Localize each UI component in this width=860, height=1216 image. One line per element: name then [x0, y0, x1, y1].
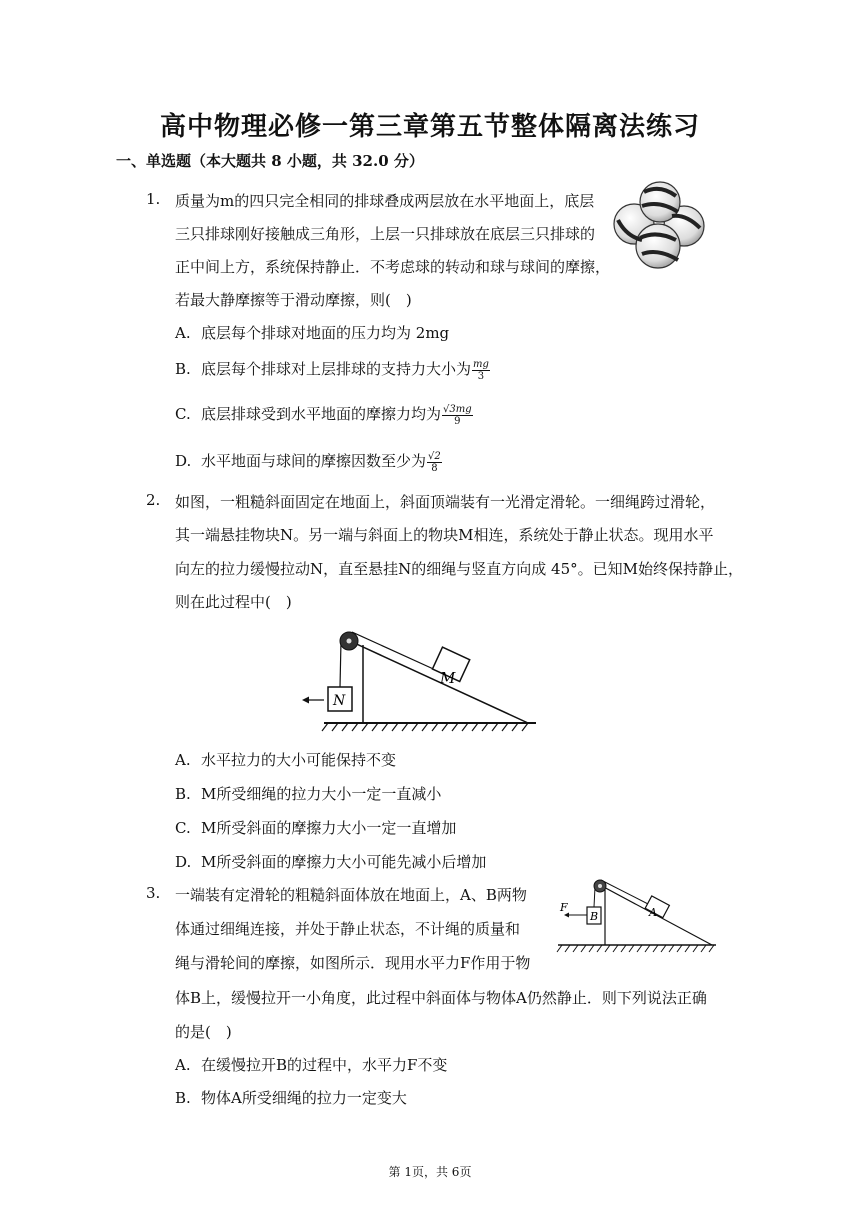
q1-option-a-letter: A.	[175, 324, 191, 342]
q1-option-b-denominator: 3	[477, 370, 485, 382]
volleyball-stack-image	[612, 180, 708, 272]
page-footer: 第 1页，共 6页	[388, 1165, 472, 1179]
q1-option-c-fraction	[442, 404, 473, 427]
q3-option-b-letter: B.	[175, 1089, 191, 1107]
q1-option-c-numerator: √3mg	[443, 403, 472, 415]
q2-line-4: 则在此过程中( )	[175, 593, 292, 611]
q3-figure-label-b: B	[590, 910, 599, 923]
q3-line-5: 的是( )	[175, 1023, 232, 1041]
q3-option-a[interactable]	[175, 1054, 447, 1075]
q2-option-a-text: 水平拉力的大小可能保持不变	[201, 751, 397, 769]
q1-option-d-text: 水平地面与球间的摩擦因数至少为	[201, 452, 427, 470]
q1-line-3: 正中间上方，系统保持静止．不考虑球的转动和球与球间的摩擦，	[175, 258, 611, 276]
q2-line-3: 向左的拉力缓慢拉动N，直至悬挂N的细绳与竖直方向成 45°。已知M始终保持静止，	[175, 560, 743, 578]
q2-option-a-letter: A.	[175, 751, 191, 769]
q1-option-d-denominator: 8	[431, 462, 438, 474]
q2-option-b-letter: B.	[175, 785, 191, 803]
q1-option-c-letter: C.	[175, 405, 191, 423]
q1-option-c-denominator: 9	[454, 415, 461, 427]
q3-line-1: 一端装有定滑轮的粗糙斜面体放在地面上，A、B两物	[175, 886, 527, 904]
q1-option-c[interactable]	[175, 403, 473, 427]
page-title: 高中物理必修一第三章第五节整体隔离法练习	[159, 112, 700, 142]
q2-option-b-text: M所受细绳的拉力大小一定一直减小	[201, 785, 442, 803]
q1-option-b-letter: B.	[175, 360, 191, 378]
q1-option-d-fraction	[427, 451, 442, 474]
q2-option-d-letter: D.	[175, 853, 192, 871]
q3-line-3: 绳与滑轮间的摩擦，如图所示．现用水平力F作用于物	[175, 954, 531, 972]
q1-option-b-numerator: mg	[473, 358, 489, 370]
q1-line-1: 质量为m的四只完全相同的排球叠成两层放在水平地面上，底层	[175, 192, 595, 210]
q1-line-4: 若最大静摩擦等于滑动摩擦，则( )	[175, 291, 412, 309]
q1-option-d-letter: D.	[175, 452, 192, 470]
q1-option-d-numerator: √2	[428, 450, 441, 462]
q2-option-c-letter: C.	[175, 819, 191, 837]
q1-option-a[interactable]	[175, 322, 449, 343]
q3-option-a-letter: A.	[175, 1056, 191, 1074]
q1-option-a-text: 底层每个排球对地面的压力均为 2mg	[201, 324, 450, 342]
q2-figure-label-m: M	[440, 669, 456, 687]
q1-option-b-text: 底层每个排球对上层排球的支持力大小为	[201, 360, 472, 378]
q3-line-2: 体通过细绳连接，并处于静止状态，不计绳的质量和	[175, 920, 521, 938]
q3-option-b-text: 物体A所受细绳的拉力一定变大	[201, 1089, 407, 1107]
q1-option-c-text: 底层排球受到水平地面的摩擦力均为	[201, 405, 442, 423]
q2-option-b[interactable]	[175, 783, 441, 804]
q2-option-d-text: M所受斜面的摩擦力大小可能先减小后增加	[201, 853, 487, 871]
q3-figure-incline-pulley	[550, 875, 720, 960]
q3-option-a-text: 在缓慢拉开B的过程中，水平力F不变	[201, 1056, 448, 1074]
q2-number: 2.	[146, 491, 161, 509]
q2-line-1: 如图，一粗糙斜面固定在地面上，斜面顶端装有一光滑定滑轮。一细绳跨过滑轮，	[175, 493, 716, 511]
q2-option-c[interactable]	[175, 817, 456, 838]
q1-option-d[interactable]	[175, 450, 442, 474]
q1-number: 1.	[146, 190, 161, 208]
section-heading: 一、单选题（本大题共 8 小题，共 32.0 分）	[116, 152, 424, 170]
q2-option-c-text: M所受斜面的摩擦力大小一定一直增加	[201, 819, 457, 837]
q2-figure-label-n: N	[333, 693, 346, 709]
q3-figure-label-a: A	[649, 906, 657, 919]
q3-number: 3.	[146, 884, 161, 902]
q2-option-d[interactable]	[175, 851, 486, 872]
q3-option-b[interactable]	[175, 1087, 407, 1108]
q2-figure-incline-pulley	[300, 625, 540, 740]
q2-line-2: 其一端悬挂物块N。另一端与斜面上的物块M相连，系统处于静止状态。现用水平	[175, 526, 714, 544]
q1-option-b[interactable]	[175, 358, 490, 382]
q2-option-a[interactable]	[175, 749, 396, 770]
q1-line-2: 三只排球刚好接触成三角形，上层一只排球放在底层三只排球的	[175, 225, 596, 243]
q3-figure-label-f: F	[560, 901, 568, 914]
q1-option-b-fraction	[472, 359, 490, 382]
q3-line-4: 体B上，缓慢拉开一小角度，此过程中斜面体与物体A仍然静止．则下列说法正确	[175, 989, 707, 1007]
